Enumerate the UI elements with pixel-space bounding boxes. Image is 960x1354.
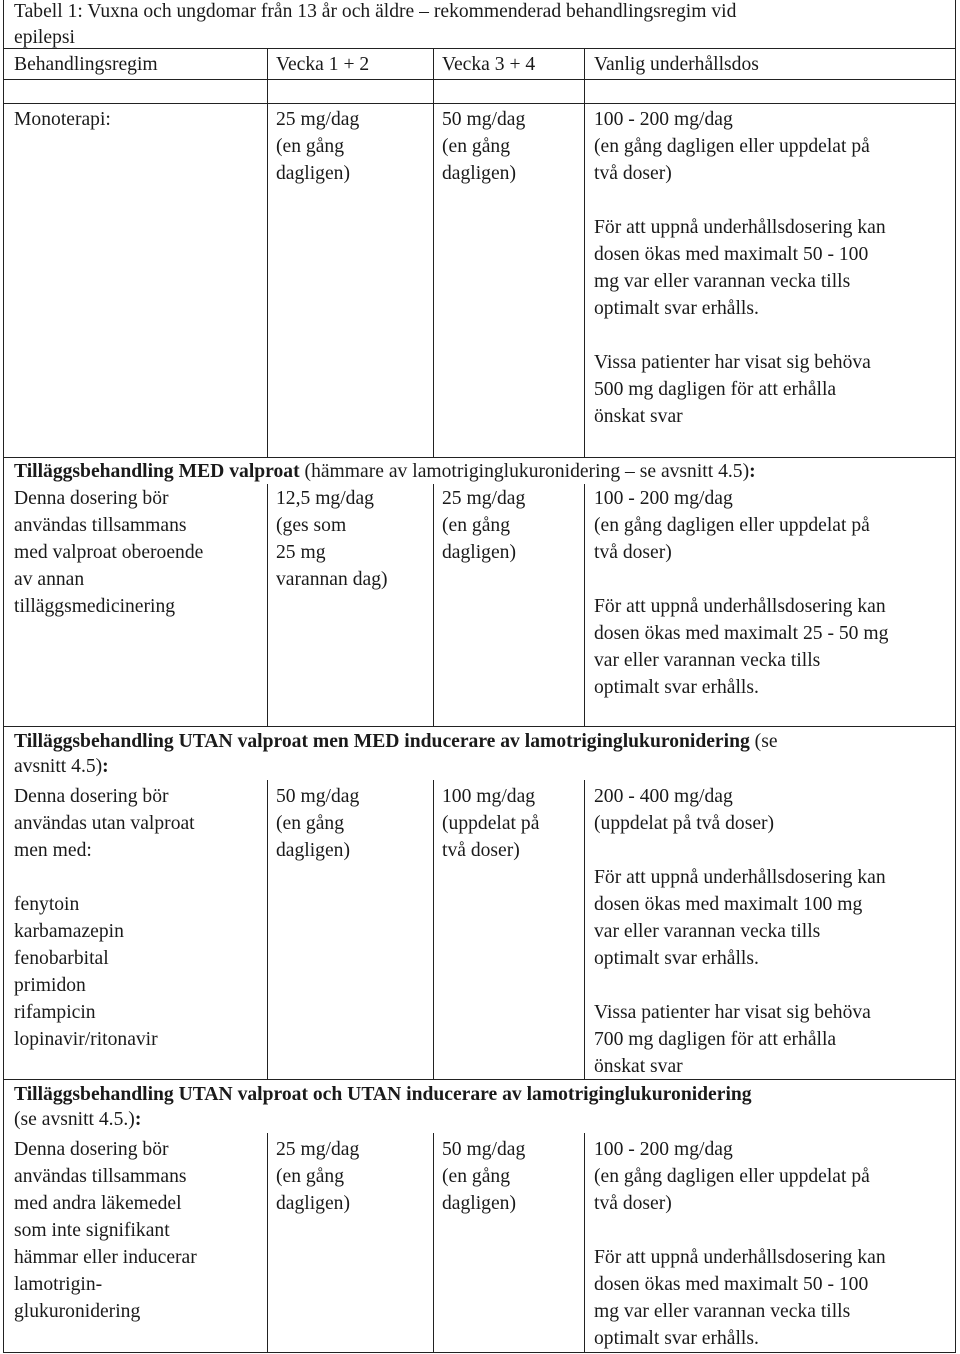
cell-line: 100 - 200 mg/dag xyxy=(594,488,733,509)
cell-line: 25 mg/dag xyxy=(442,488,526,509)
cell-line: optimalt svar erhålls. xyxy=(594,948,759,969)
cell-line: 700 mg dagligen för att erhålla xyxy=(594,1029,837,1050)
header-week34: Vecka 3 + 4 xyxy=(442,54,536,75)
cell-line: Vissa patienter har visat sig behöva xyxy=(594,352,871,373)
cell-line: karbamazepin xyxy=(14,921,124,942)
cell-line: två doser) xyxy=(594,163,672,184)
cell-line: rifampicin xyxy=(14,1002,96,1023)
cell-line: 100 - 200 mg/dag xyxy=(594,109,733,130)
mono-label: Monoterapi: xyxy=(14,109,111,130)
col-sep-1a xyxy=(267,49,268,457)
rule-ind-top xyxy=(4,726,955,727)
cell-line: 25 mg/dag xyxy=(276,1139,360,1160)
cell-line: (uppdelat på xyxy=(442,813,540,834)
cell-line: 500 mg dagligen för att erhålla xyxy=(594,379,837,400)
cell-line: användas tillsammans xyxy=(14,515,187,536)
cell-line: 100 mg/dag xyxy=(442,786,536,807)
rule-header xyxy=(4,79,955,80)
cell-line: (uppdelat på två doser) xyxy=(594,813,775,834)
cell-line: dagligen) xyxy=(276,1193,350,1214)
cell-line: (en gång xyxy=(276,1166,345,1187)
cell-line: fenobarbital xyxy=(14,948,109,969)
heading-rest: (se xyxy=(749,731,778,752)
rule-mono-top xyxy=(4,103,955,104)
cell-line: För att uppnå underhållsdosering kan xyxy=(594,596,886,617)
cell-line: mg var eller varannan vecka tills xyxy=(594,1301,851,1322)
heading-colon: : xyxy=(749,461,756,482)
col-sep-3a xyxy=(584,49,585,457)
cell-line: Denna dosering bör xyxy=(14,488,169,509)
cell-line: med andra läkemedel xyxy=(14,1193,182,1214)
cell-line: dosen ökas med maximalt 25 - 50 mg xyxy=(594,623,889,644)
cell-line: (ges som xyxy=(276,515,347,536)
heading-bold: Tilläggsbehandling UTAN valproat och UTAN inducerare av lamotriginglukuronidering xyxy=(14,1084,752,1105)
cell-line: 12,5 mg/dag xyxy=(276,488,374,509)
cell-line: Vissa patienter har visat sig behöva xyxy=(594,1002,871,1023)
col-sep-1c xyxy=(267,780,268,1079)
cell-line: dagligen) xyxy=(442,542,516,563)
col-sep-1d xyxy=(267,1133,268,1352)
heading-line2: (se avsnitt 4.5.) xyxy=(14,1109,135,1130)
cell-line: användas utan valproat xyxy=(14,813,195,834)
cell-line: dosen ökas med maximalt 50 - 100 xyxy=(594,244,869,265)
heading-colon: : xyxy=(102,756,109,777)
col-sep-2d xyxy=(433,1133,434,1352)
cell-line: med valproat oberoende xyxy=(14,542,204,563)
cell-line: 50 mg/dag xyxy=(442,109,526,130)
header-regim: Behandlingsregim xyxy=(14,54,158,75)
cell-line: lamotrigin- xyxy=(14,1274,103,1295)
section-heading-valproat xyxy=(14,458,756,485)
cell-line: 50 mg/dag xyxy=(276,786,360,807)
cell-line: Denna dosering bör xyxy=(14,1139,169,1160)
cell-line: önskat svar xyxy=(594,406,683,427)
heading-line2: avsnitt 4.5) xyxy=(14,756,103,777)
col-sep-2a xyxy=(433,49,434,457)
dosage-table xyxy=(3,0,956,1353)
cell-line: tilläggsmedicinering xyxy=(14,596,176,617)
cell-line: För att uppnå underhållsdosering kan xyxy=(594,867,886,888)
cell-line: två doser) xyxy=(594,542,672,563)
cell-line: mg var eller varannan vecka tills xyxy=(594,271,851,292)
header-week12: Vecka 1 + 2 xyxy=(276,54,370,75)
col-sep-2c xyxy=(433,780,434,1079)
cell-line: optimalt svar erhålls. xyxy=(594,298,759,319)
rule-bottom xyxy=(4,1352,955,1353)
rule-top xyxy=(4,48,955,49)
section-heading-none-line2 xyxy=(14,1106,141,1133)
cell-line: dagligen) xyxy=(276,163,350,184)
cell-line: användas tillsammans xyxy=(14,1166,187,1187)
col-sep-3c xyxy=(584,780,585,1079)
cell-line: (en gång xyxy=(442,136,511,157)
col-sep-3b xyxy=(584,484,585,726)
cell-line: 25 mg/dag xyxy=(276,109,360,130)
section-heading-inducer-line2 xyxy=(14,753,109,780)
cell-line: 25 mg xyxy=(276,542,326,563)
cell-line: dagligen) xyxy=(442,1193,516,1214)
heading-bold: Tilläggsbehandling MED valproat xyxy=(14,461,300,482)
cell-line: fenytoin xyxy=(14,894,80,915)
cell-line: 200 - 400 mg/dag xyxy=(594,786,733,807)
cell-line: som inte signifikant xyxy=(14,1220,170,1241)
cell-line: (en gång dagligen eller uppdelat på xyxy=(594,1166,870,1187)
col-sep-2b xyxy=(433,484,434,726)
header-maint: Vanlig underhållsdos xyxy=(594,54,759,75)
cell-line: (en gång xyxy=(276,136,345,157)
cell-line: men med: xyxy=(14,840,92,861)
cell-line: varannan dag) xyxy=(276,569,388,590)
cell-line: 50 mg/dag xyxy=(442,1139,526,1160)
cell-line: två doser) xyxy=(594,1193,672,1214)
cell-line: För att uppnå underhållsdosering kan xyxy=(594,217,886,238)
cell-line: (en gång dagligen eller uppdelat på xyxy=(594,515,870,536)
cell-line: (en gång xyxy=(442,1166,511,1187)
cell-line: glukuronidering xyxy=(14,1301,141,1322)
heading-bold: Tilläggsbehandling UTAN valproat men MED inducerare av lamotriginglukuronidering xyxy=(14,731,750,752)
cell-line: Denna dosering bör xyxy=(14,786,169,807)
cell-line: (en gång dagligen eller uppdelat på xyxy=(594,136,870,157)
cell-line: dagligen) xyxy=(442,163,516,184)
cell-line: önskat svar xyxy=(594,1056,683,1077)
section-heading-none xyxy=(14,1081,752,1108)
table-caption-line2: epilepsi xyxy=(14,27,75,48)
heading-rest: (hämmare av lamotriginglukuronidering – se avsnitt 4.5) xyxy=(299,461,750,482)
cell-line: optimalt svar erhålls. xyxy=(594,1328,759,1349)
cell-line: För att uppnå underhållsdosering kan xyxy=(594,1247,886,1268)
col-sep-1b xyxy=(267,484,268,726)
cell-line: var eller varannan vecka tills xyxy=(594,921,821,942)
cell-line: var eller varannan vecka tills xyxy=(594,650,821,671)
cell-line: dosen ökas med maximalt 50 - 100 xyxy=(594,1274,869,1295)
cell-line: hämmar eller inducerar xyxy=(14,1247,197,1268)
table-caption-line1: Tabell 1: Vuxna och ungdomar från 13 år och äldre – rekommenderad behandlingsregim vid xyxy=(14,1,737,22)
cell-line: (en gång xyxy=(276,813,345,834)
cell-line: primidon xyxy=(14,975,86,996)
cell-line: lopinavir/ritonavir xyxy=(14,1029,158,1050)
cell-line: två doser) xyxy=(442,840,520,861)
cell-line: av annan xyxy=(14,569,85,590)
heading-colon: : xyxy=(134,1109,142,1130)
cell-line: dosen ökas med maximalt 100 mg xyxy=(594,894,863,915)
cell-line: 100 - 200 mg/dag xyxy=(594,1139,733,1160)
cell-line: dagligen) xyxy=(276,840,350,861)
rule-none-top xyxy=(4,1079,955,1080)
cell-line: (en gång xyxy=(442,515,511,536)
cell-line: optimalt svar erhålls. xyxy=(594,677,759,698)
section-heading-inducer xyxy=(14,728,778,755)
col-sep-3d xyxy=(584,1133,585,1352)
